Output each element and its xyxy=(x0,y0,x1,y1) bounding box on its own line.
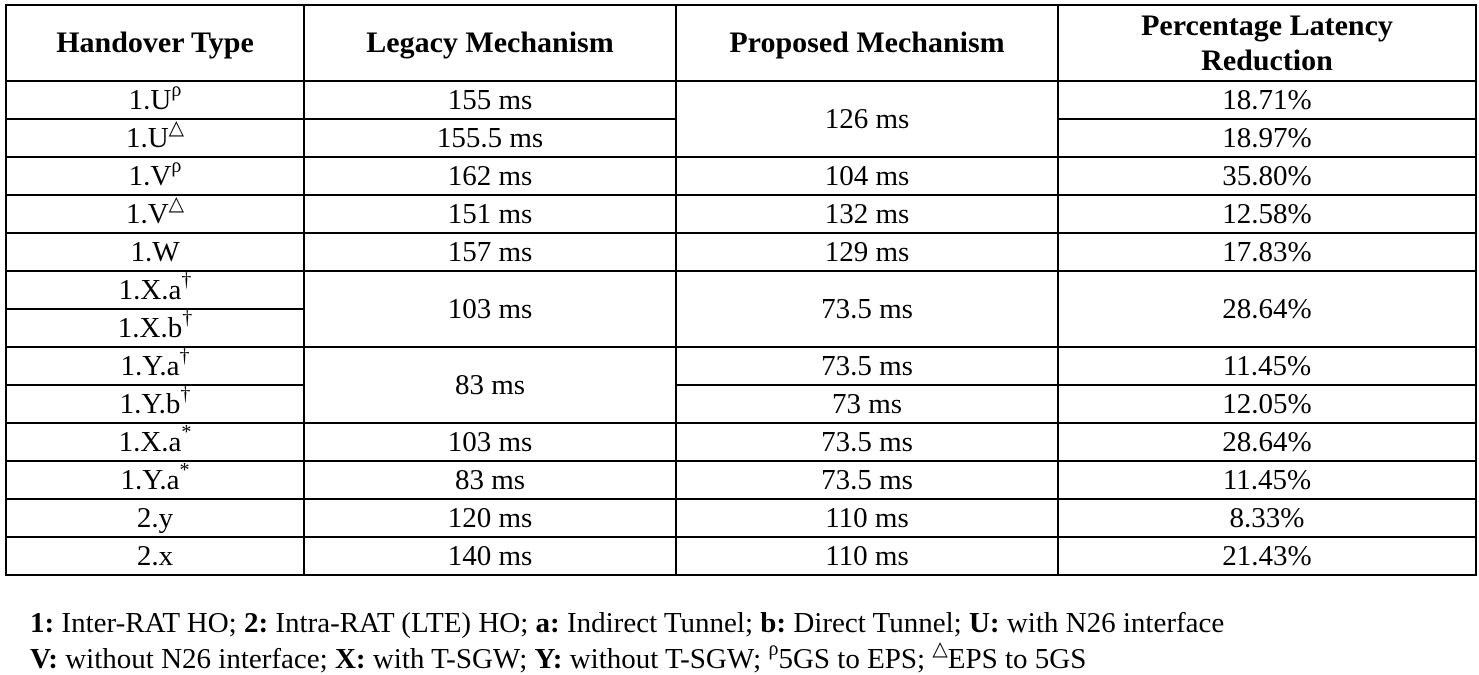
legacy-cell: 157 ms xyxy=(304,233,676,271)
reduction-cell: 11.45% xyxy=(1058,461,1476,499)
reduction-cell: 18.97% xyxy=(1058,119,1476,157)
legacy-cell: 83 ms xyxy=(304,461,676,499)
handover-type-cell: $1.U^\rho$ xyxy=(6,81,304,119)
handover-type-cell: 1.V△ xyxy=(6,195,304,233)
triangle-symbol: △ xyxy=(932,638,948,661)
legacy-cell: 120 ms xyxy=(304,499,676,537)
legacy-cell: 103 ms xyxy=(304,423,676,461)
table-row xyxy=(6,157,1476,195)
reduction-cell: 28.64% xyxy=(1058,423,1476,461)
proposed-cell: 104 ms xyxy=(676,157,1058,195)
proposed-cell: 110 ms xyxy=(676,537,1058,575)
legacy-cell: 155 ms xyxy=(304,81,676,119)
reduction-cell: 35.80% xyxy=(1058,157,1476,195)
proposed-cell: 126 ms xyxy=(676,81,1058,157)
proposed-cell: 73.5 ms xyxy=(676,271,1058,347)
table-row xyxy=(6,461,1476,499)
proposed-cell: 73.5 ms xyxy=(676,423,1058,461)
table-row xyxy=(6,499,1476,537)
handover-type-cell: 1.Y.a† xyxy=(6,347,304,385)
reduction-cell: 12.05% xyxy=(1058,385,1476,423)
legacy-cell: 162 ms xyxy=(304,157,676,195)
handover-type-cell: 1.X.a* xyxy=(6,423,304,461)
latency-table xyxy=(5,4,1477,576)
reduction-cell: 21.43% xyxy=(1058,537,1476,575)
handover-type-cell: 1.Y.a* xyxy=(6,461,304,499)
proposed-cell: 73 ms xyxy=(676,385,1058,423)
header-proposed-mechanism: Proposed Mechanism xyxy=(676,5,1058,81)
header-handover-type: Handover Type xyxy=(6,5,304,81)
table-row xyxy=(6,423,1476,461)
header-legacy-mechanism: Legacy Mechanism xyxy=(304,5,676,81)
legacy-cell: 155.5 ms xyxy=(304,119,676,157)
table-row xyxy=(6,271,1476,309)
reduction-cell: 12.58% xyxy=(1058,195,1476,233)
legend-line-1: 1: Inter-RAT HO; 2: Intra-RAT (LTE) HO; a: Indirect Tunnel; b: Direct Tunnel; U: with N26 interface xyxy=(30,607,1225,639)
legacy-cell: 103 ms xyxy=(304,271,676,347)
handover-type-cell: 1.Y.b† xyxy=(6,385,304,423)
legacy-cell: 140 ms xyxy=(304,537,676,575)
handover-type-cell: 2.y xyxy=(6,499,304,537)
rho-symbol: ρ xyxy=(768,638,779,661)
reduction-cell: 18.71% xyxy=(1058,81,1476,119)
legacy-cell: 151 ms xyxy=(304,195,676,233)
header-row xyxy=(6,5,1476,81)
proposed-cell: 73.5 ms xyxy=(676,347,1058,385)
handover-type-cell: 1.U△ xyxy=(6,119,304,157)
reduction-cell: 17.83% xyxy=(1058,233,1476,271)
table-row xyxy=(6,195,1476,233)
header-percentage-latency-reduction: Percentage Latency Reduction xyxy=(1058,5,1476,81)
reduction-cell: 11.45% xyxy=(1058,347,1476,385)
table-row xyxy=(6,347,1476,385)
handover-type-cell: 1.W xyxy=(6,233,304,271)
handover-type-cell: 2.x xyxy=(6,537,304,575)
table-row xyxy=(6,233,1476,271)
table-row xyxy=(6,537,1476,575)
reduction-cell: 28.64% xyxy=(1058,271,1476,347)
proposed-cell: 132 ms xyxy=(676,195,1058,233)
table-row xyxy=(6,385,1476,423)
proposed-cell: 110 ms xyxy=(676,499,1058,537)
handover-type-cell: 1.X.a† xyxy=(6,271,304,309)
reduction-cell: 8.33% xyxy=(1058,499,1476,537)
table-row xyxy=(6,81,1476,119)
handover-type-cell: $1.V^\rho$ xyxy=(6,157,304,195)
proposed-cell: 73.5 ms xyxy=(676,461,1058,499)
legacy-cell: 83 ms xyxy=(304,347,676,423)
proposed-cell: 129 ms xyxy=(676,233,1058,271)
legend-line-2: V: without N26 interface; X: with T-SGW; Y: without T-SGW; $^\rho$5GS to EPS; △EPS to 5GS xyxy=(30,638,1087,675)
handover-type-cell: 1.X.b† xyxy=(6,309,304,347)
